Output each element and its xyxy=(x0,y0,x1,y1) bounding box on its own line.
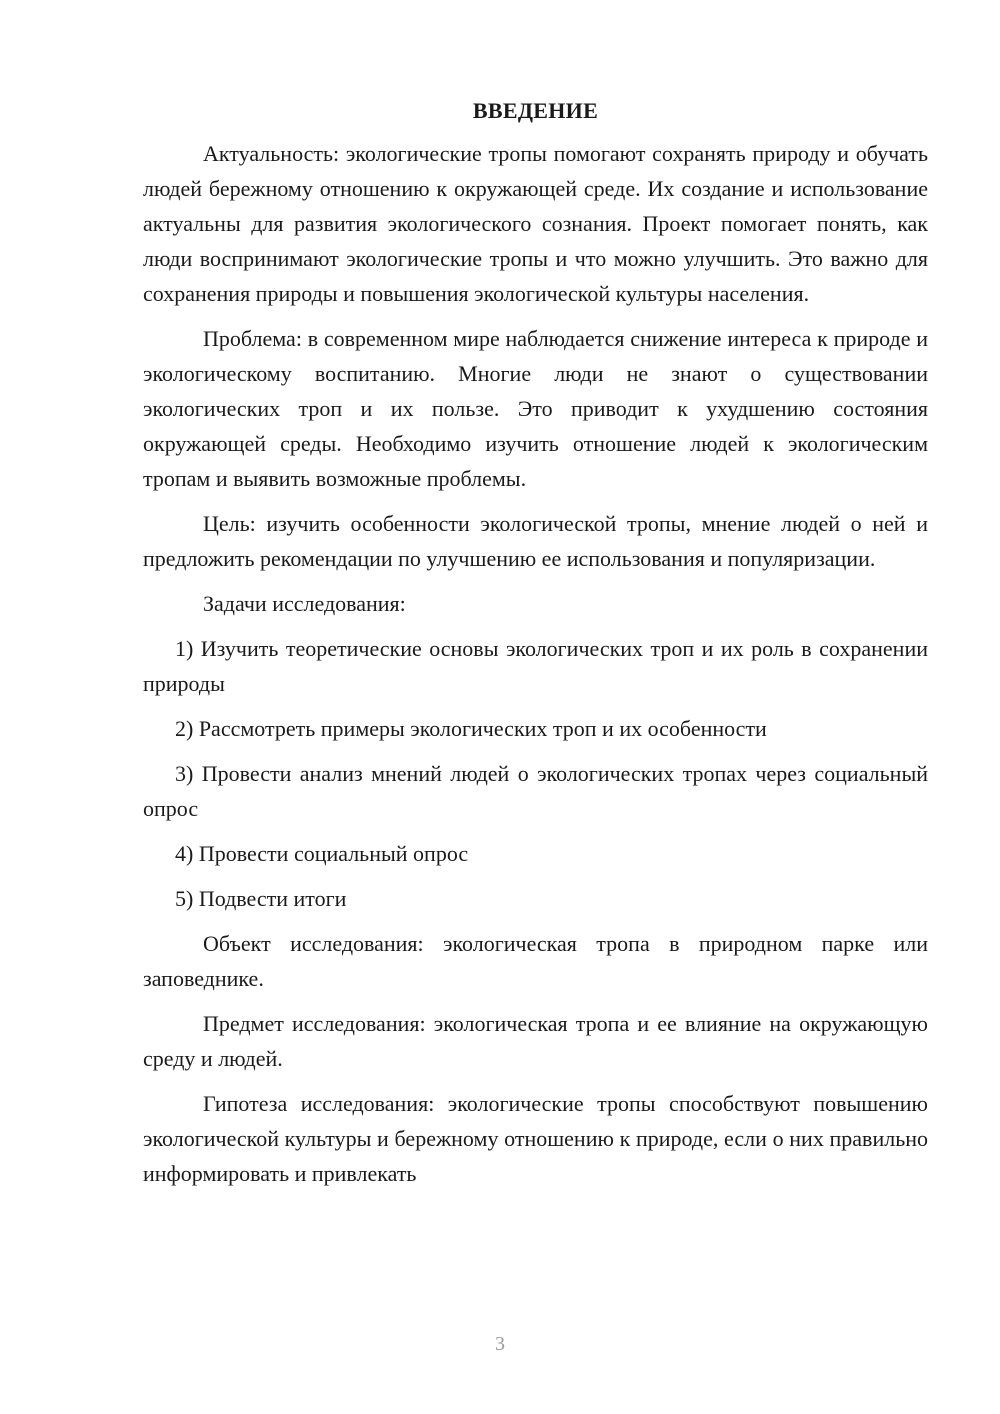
hypothesis-paragraph: Гипотеза исследования: экологические тропы способствуют повышению экологической культуры и бережному отношению к природе, если о них правильно информировать и привлекать xyxy=(143,1091,928,1186)
task-item-2: 2) Рассмотреть примеры экологических троп и их особенности xyxy=(175,716,767,741)
object-paragraph: Объект исследования: экологическая тропа в природном парке или заповеднике. xyxy=(143,931,928,991)
task-item-3: 3) Провести анализ мнений людей о экологических тропах через социальный опрос xyxy=(143,761,928,821)
task-item-5: 5) Подвести итоги xyxy=(175,886,347,911)
relevance-paragraph: Актуальность: экологические тропы помогают сохранять природу и обучать людей бережному отношению к окружающей среде. Их создание и использование актуальны для развития экологического сознания. Проект помогает понять, как люди воспринимают экологические тропы и что можно улучшить. Это важно для сохранения природы и повышения экологической культуры населения. xyxy=(143,141,928,306)
section-title: ВВЕДЕНИЕ xyxy=(472,98,599,123)
goal-paragraph: Цель: изучить особенности экологической тропы, мнение людей о ней и предложить рекомендации по улучшению ее использования и популяризации. xyxy=(143,511,928,571)
tasks-heading: Задачи исследования: xyxy=(203,591,406,616)
document-page xyxy=(143,96,928,1201)
page-number: 3 xyxy=(495,1333,505,1355)
task-item-1: 1) Изучить теоретические основы экологических троп и их роль в сохранении природы xyxy=(143,636,928,696)
problem-paragraph: Проблема: в современном мире наблюдается снижение интереса к природе и экологическому воспитанию. Многие люди не знают о существовании экологических троп и их пользе. Это приводит к ухудшению состояния окружающей среды. Необходимо изучить отношение людей к экологическим тропам и выявить возможные проблемы. xyxy=(143,326,928,491)
subject-paragraph: Предмет исследования: экологическая тропа и ее влияние на окружающую среду и людей. xyxy=(143,1011,928,1071)
task-item-4: 4) Провести социальный опрос xyxy=(175,841,469,866)
